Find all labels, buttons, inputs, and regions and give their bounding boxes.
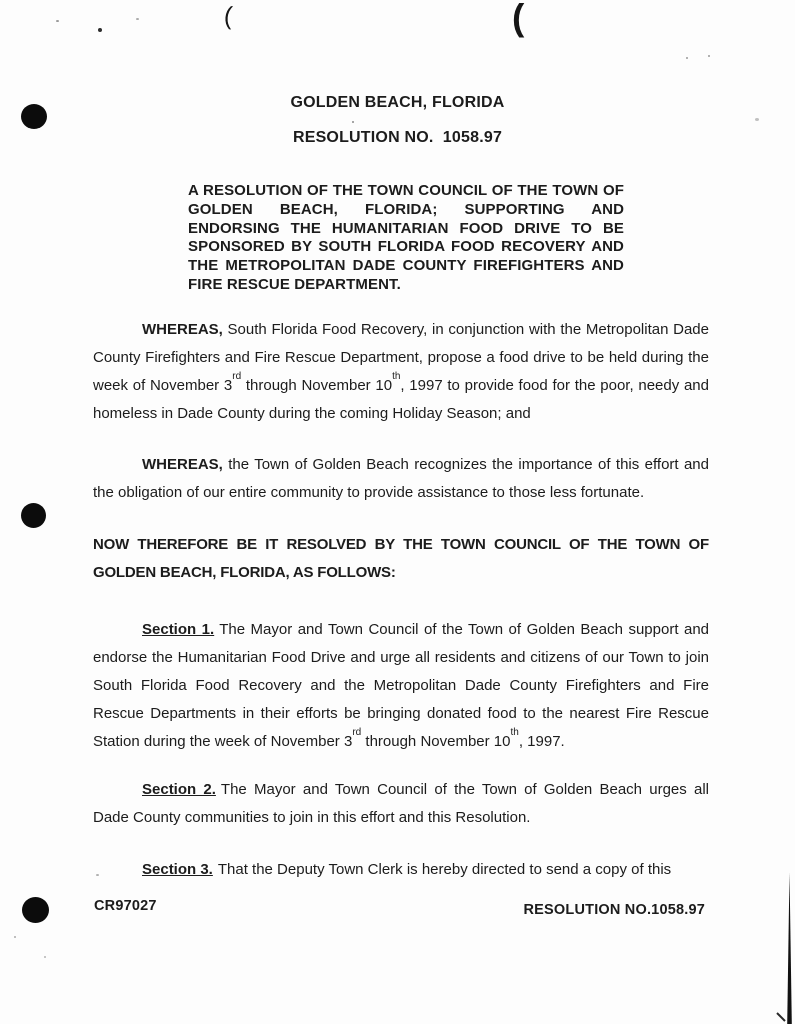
hole-punch-mark-bottom [22, 897, 49, 923]
scan-speck [14, 936, 16, 938]
paragraph-text: through November 10 [361, 733, 511, 750]
scan-speck [136, 18, 139, 20]
paragraph-section-2 [93, 776, 709, 832]
paragraph-whereas-2 [93, 451, 709, 507]
ordinal-superscript: rd [352, 727, 362, 738]
paragraph-text: The Mayor and Town Council of the Town of Golden Beach support and endorse the Humanitarian Food Drive and urge all residents and citizens of our Town to join South Florida Food Recovery and the Metropolitan Dade County Firefighters and Fire Rescue Departments in their efforts be bringing donated food to the nearest Fire Rescue Station during the week of November 3 [93, 621, 710, 750]
scan-speck [352, 121, 354, 123]
paragraph-text: South Florida Food Recovery, in conjunction with the Metropolitan Dade County Firefighters and Fire Rescue Department, propose a food drive to be held during the week of November 3 [93, 321, 709, 394]
paragraph-section-1 [93, 616, 709, 756]
paragraph-whereas-1 [93, 316, 709, 428]
paragraph-resolved-clause: NOW THEREFORE BE IT RESOLVED BY THE TOWN COUNCIL OF THE TOWN OF GOLDEN BEACH, FLORIDA, AS FOLLOWS: [93, 536, 709, 581]
whereas-keyword: WHEREAS, [142, 321, 223, 338]
ordinal-superscript: rd [232, 371, 242, 382]
document-title: GOLDEN BEACH, FLORIDA [290, 94, 505, 111]
paragraph-text: That the Deputy Town Clerk is hereby directed to send a copy of this [217, 861, 672, 878]
resolution-number: RESOLUTION NO. 1058.97 [292, 129, 503, 146]
section-3-heading: Section 3. [142, 861, 213, 878]
scan-speck [686, 57, 688, 59]
scan-speck [755, 118, 759, 121]
footer-doc-code: CR97027 [94, 898, 157, 914]
scan-edge-line [770, 865, 795, 1024]
paragraph-text: the Town of Golden Beach recognizes the importance of this effort and the obligation of our entire community to provide assistance to those less fortunate. [93, 456, 709, 501]
footer-resolution-ref: RESOLUTION NO.1058.97 [523, 902, 705, 918]
paragraph-text: through November 10 [241, 377, 393, 394]
paragraph-section-3 [93, 856, 709, 884]
crop-mark-paren-right: ( [512, 0, 525, 38]
crop-mark-paren-left: ( [222, 1, 234, 31]
section-1-heading: Section 1. [142, 621, 215, 638]
whereas-keyword: WHEREAS, [142, 456, 223, 473]
paragraph-text: The Mayor and Town Council of the Town of Golden Beach urges all Dade County communities to join in this effort and this Resolution. [93, 781, 709, 826]
scan-speck [98, 28, 102, 32]
paragraph-text: , 1997. [518, 733, 565, 750]
scan-speck [44, 956, 46, 958]
ordinal-superscript: th [510, 727, 519, 738]
hole-punch-mark-middle [21, 503, 46, 528]
paragraph-text: , 1997 to provide food for the poor, needy and homeless in Dade County during the coming Holiday Season; and [93, 377, 709, 422]
ordinal-superscript: th [392, 371, 401, 382]
section-2-heading: Section 2. [142, 781, 216, 798]
scan-speck [708, 55, 710, 57]
resolution-caption: A RESOLUTION OF THE TOWN COUNCIL OF THE TOWN OF GOLDEN BEACH, FLORIDA; SUPPORTING AND ENDORSING THE HUMANITARIAN FOOD DRIVE TO BE SPONSORED BY SOUTH FLORIDA FOOD RECOVERY AND THE METROPOLITAN DADE COUNTY FIREFIGHTERS AND FIRE RESCUE DEPARTMENT. [188, 182, 624, 293]
scan-speck [56, 20, 59, 22]
